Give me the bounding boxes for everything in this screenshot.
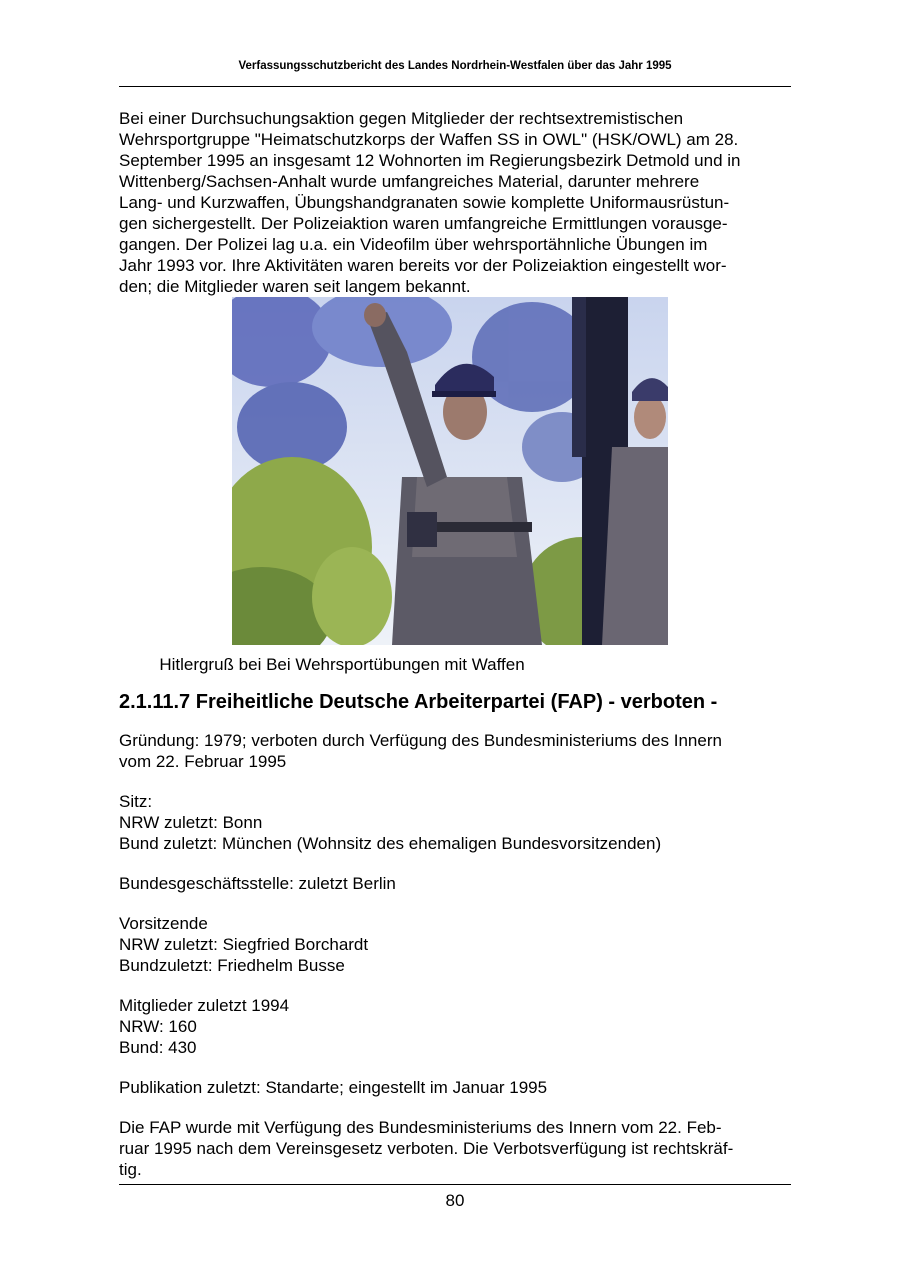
page-number: 80: [445, 1191, 465, 1210]
publication-paragraph: [119, 1077, 791, 1098]
seat-line: Bund zuletzt: München (Wohnsitz des ehemaligen Bundesvorsitzenden): [119, 834, 662, 853]
photo-illustration: [232, 297, 668, 645]
section-heading: 2.1.11.7 Freiheitliche Deutsche Arbeiterpartei (FAP) - verboten -: [119, 691, 718, 713]
intro-line: gen sichergestellt. Der Polizeiaktion waren umfangreiche Ermittlungen vorausge-: [119, 214, 728, 233]
intro-line: Lang- und Kurzwaffen, Übungshandgranaten sowie komplette Uniformausrüstun-: [119, 193, 730, 212]
chairs-line: Vorsitzende: [119, 914, 208, 933]
page-content: [119, 108, 791, 1180]
members-paragraph: [119, 995, 791, 1058]
chairs-line: Bundzuletzt: Friedhelm Busse: [119, 956, 345, 975]
seat-line: NRW zuletzt: Bonn: [119, 813, 263, 832]
intro-line: Bei einer Durchsuchungsaktion gegen Mitglieder der rechtsextremistischen: [119, 109, 684, 128]
founding-line: Gründung: 1979; verboten durch Verfügung des Bundesministeriums des Innern: [119, 731, 722, 750]
intro-line: den; die Mitglieder waren seit langem bekannt.: [119, 277, 471, 296]
intro-line: gangen. Der Polizei lag u.a. ein Videofilm über wehrsportähnliche Übungen im: [119, 235, 708, 254]
photo-figure: [232, 297, 668, 645]
members-line: Mitglieder zuletzt 1994: [119, 996, 290, 1015]
chairs-paragraph: [119, 913, 791, 976]
members-line: Bund: 430: [119, 1038, 197, 1057]
ban-line: tig.: [119, 1160, 142, 1179]
seat-paragraph: [119, 791, 791, 854]
office-paragraph: [119, 873, 791, 894]
intro-paragraph: [119, 108, 791, 297]
photo-caption: Hitlergruß bei Bei Wehrsportübungen mit Waffen: [159, 655, 525, 674]
founding-line: vom 22. Februar 1995: [119, 752, 287, 771]
intro-line: Wehrsportgruppe "Heimatschutzkorps der Waffen SS in OWL" (HSK/OWL) am 28.: [119, 130, 739, 149]
office-line: Bundesgeschäftsstelle: zuletzt Berlin: [119, 874, 396, 893]
ban-line: Die FAP wurde mit Verfügung des Bundesministeriums des Innern vom 22. Feb-: [119, 1118, 722, 1137]
ban-line: ruar 1995 nach dem Vereinsgesetz verboten. Die Verbotsverfügung ist rechtskräf-: [119, 1139, 734, 1158]
intro-line: Jahr 1993 vor. Ihre Aktivitäten waren bereits vor der Polizeiaktion eingestellt wor-: [119, 256, 727, 275]
founding-paragraph: [119, 730, 791, 772]
ban-paragraph: [119, 1117, 791, 1180]
intro-line: Wittenberg/Sachsen-Anhalt wurde umfangreiches Material, darunter mehrere: [119, 172, 700, 191]
intro-line: September 1995 an insgesamt 12 Wohnorten im Regierungsbezirk Detmold und in: [119, 151, 741, 170]
header-rule: [119, 86, 791, 87]
seat-line: Sitz:: [119, 792, 153, 811]
chairs-line: NRW zuletzt: Siegfried Borchardt: [119, 935, 369, 954]
footer-rule: [119, 1184, 791, 1185]
page-header: Verfassungsschutzbericht des Landes Nordrhein-Westfalen über das Jahr 1995: [238, 60, 672, 72]
publication-line: Publikation zuletzt: Standarte; eingestellt im Januar 1995: [119, 1078, 548, 1097]
members-line: NRW: 160: [119, 1017, 197, 1036]
